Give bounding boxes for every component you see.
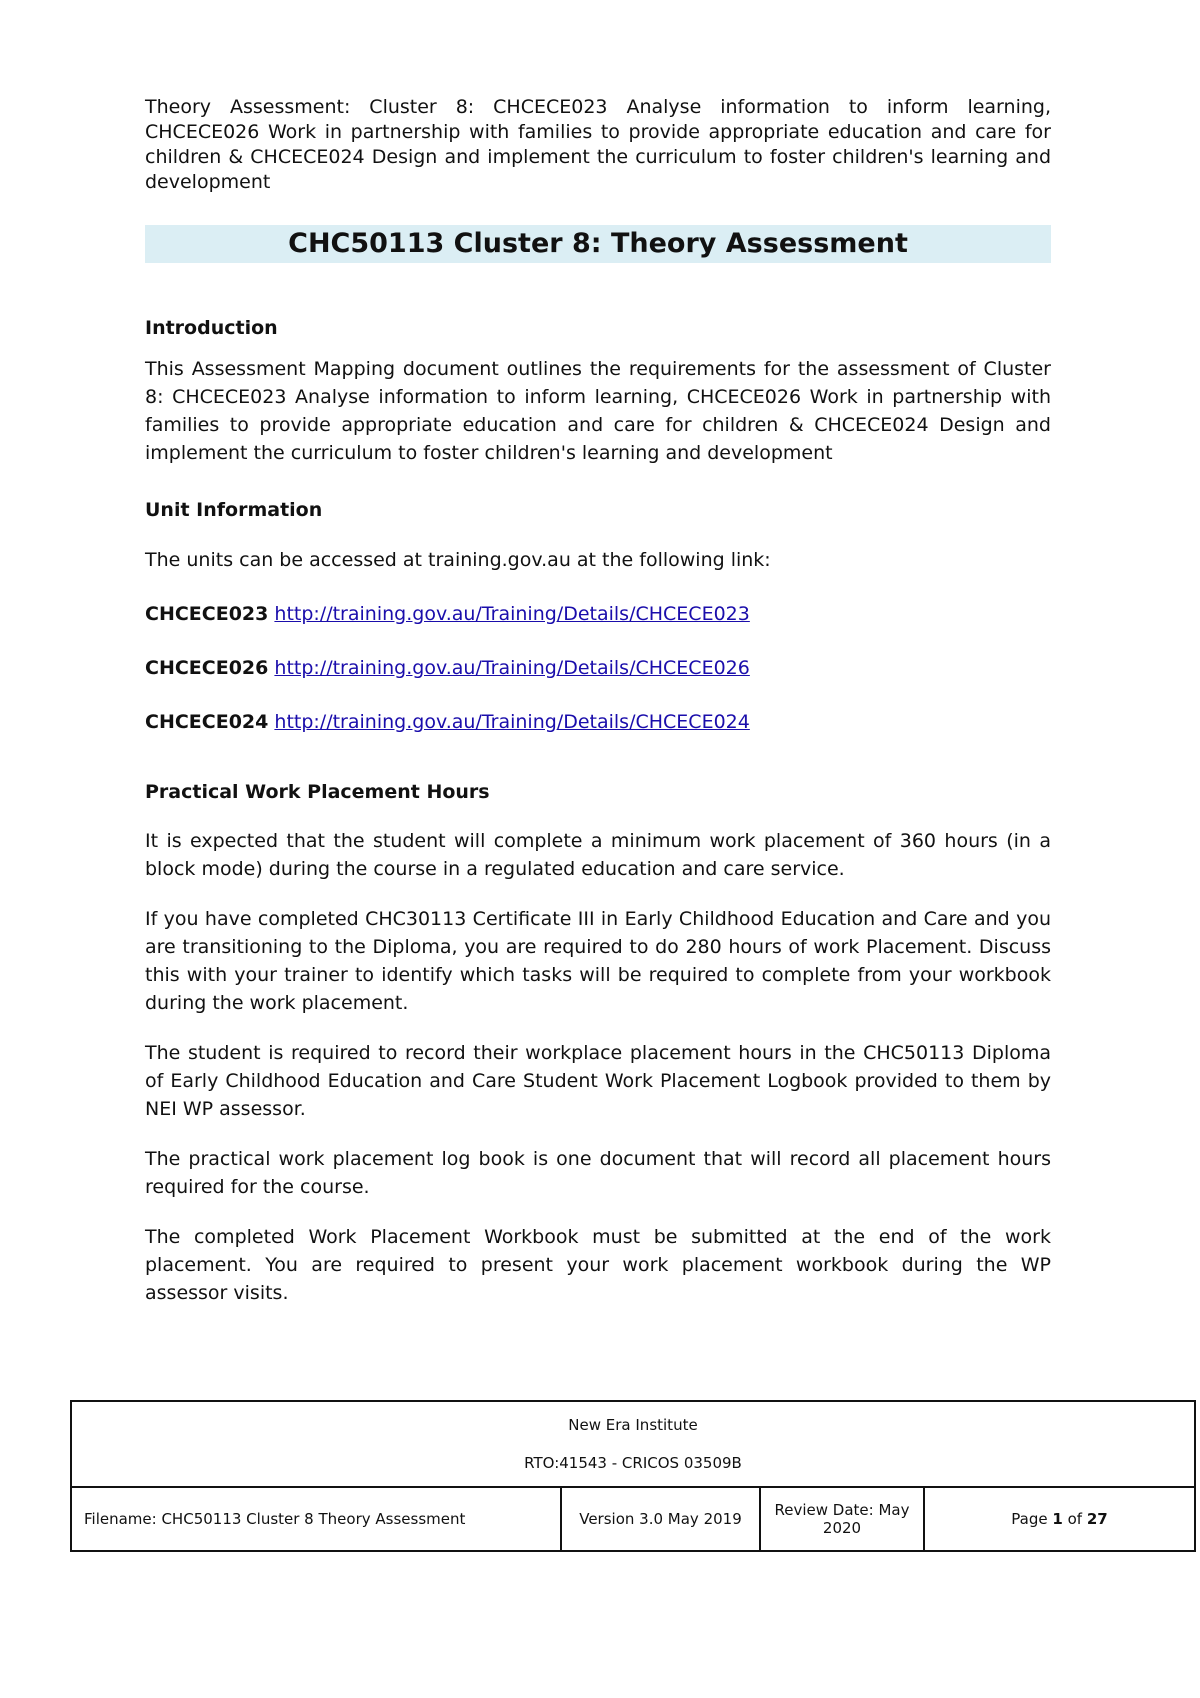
document-header-line: Theory Assessment: Cluster 8: CHCECE023 Analyse information to inform learning, CHCECE026 Work in partnership with families to provide appropriate education and care for children & CHCECE024 Design and implement the curriculum to foster children's learning and development <box>145 96 1051 193</box>
unit-row <box>145 655 1051 681</box>
footer-version: Version 3.0 May 2019 <box>561 1487 760 1551</box>
document-page <box>145 95 1051 1307</box>
footer-rto: RTO:41543 - CRICOS 03509B <box>524 1454 742 1472</box>
footer-page-total: 27 <box>1086 1510 1108 1528</box>
unit-link[interactable]: http://training.gov.au/Training/Details/CHCECE024 <box>274 711 750 733</box>
placement-paragraph: The student is required to record their workplace placement hours in the CHC50113 Diploma of Early Childhood Education and Care Student Work Placement Logbook provided to them by NEI WP assessor. <box>145 1042 1051 1120</box>
unit-information-heading: Unit Information <box>145 499 323 521</box>
unit-code: CHCECE024 <box>145 711 269 733</box>
unit-row <box>145 709 1051 735</box>
placement-heading: Practical Work Placement Hours <box>145 781 490 803</box>
unit-code: CHCECE026 <box>145 657 269 679</box>
placement-paragraph: It is expected that the student will complete a minimum work placement of 360 hours (in a block mode) during the course in a regulated education and care service. <box>145 830 1051 880</box>
introduction-body: This Assessment Mapping document outlines the requirements for the assessment of Cluster 8: CHCECE023 Analyse information to inform learning, CHCECE026 Work in partnership with families to provide appropriate education and care for children & CHCECE024 Design and implement the curriculum to foster children's learning and development <box>145 358 1051 464</box>
footer-page-number <box>924 1487 1195 1551</box>
page-footer <box>70 1400 1196 1552</box>
footer-institute: New Era Institute <box>568 1416 698 1434</box>
footer-page-of: of <box>1067 1510 1083 1528</box>
footer-page-current: 1 <box>1052 1510 1063 1528</box>
unit-link[interactable]: http://training.gov.au/Training/Details/CHCECE023 <box>274 603 750 625</box>
placement-paragraph: If you have completed CHC30113 Certificate III in Early Childhood Education and Care and you are transitioning to the Diploma, you are required to do 280 hours of work Placement. Discuss this with your trainer to identify which tasks will be required to complete from your workbook during the work placement. <box>145 908 1051 1014</box>
footer-filename: Filename: CHC50113 Cluster 8 Theory Assessment <box>71 1487 561 1551</box>
unit-row <box>145 601 1051 627</box>
footer-review-date: Review Date: May 2020 <box>760 1487 924 1551</box>
unit-information-intro: The units can be accessed at training.gov.au at the following link: <box>145 549 771 571</box>
placement-paragraph: The practical work placement log book is one document that will record all placement hours required for the course. <box>145 1148 1051 1198</box>
page-title: CHC50113 Cluster 8: Theory Assessment <box>145 225 1051 263</box>
introduction-heading: Introduction <box>145 317 278 339</box>
footer-institute-cell <box>71 1401 1195 1487</box>
placement-paragraph: The completed Work Placement Workbook must be submitted at the end of the work placement. You are required to present your work placement workbook during the WP assessor visits. <box>145 1226 1051 1304</box>
unit-code: CHCECE023 <box>145 603 269 625</box>
unit-link[interactable]: http://training.gov.au/Training/Details/CHCECE026 <box>274 657 750 679</box>
footer-page-prefix: Page <box>1011 1510 1048 1528</box>
